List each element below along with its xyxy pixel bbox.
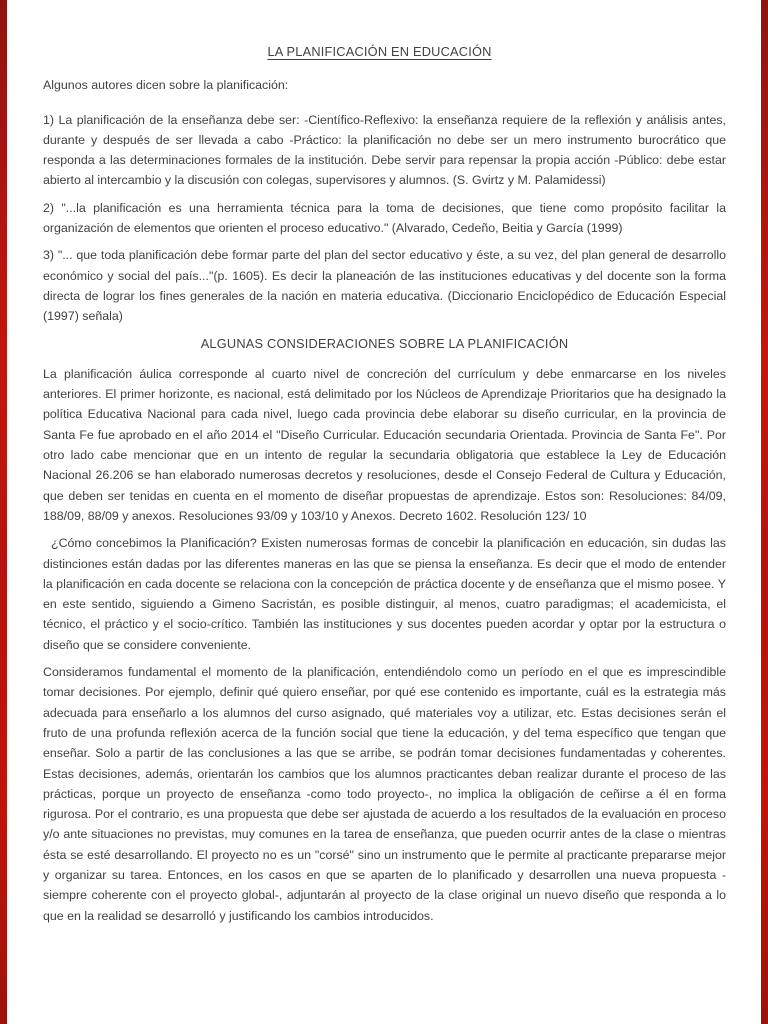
body-paragraph-3: Consideramos fundamental el momento de la planificación, entendiéndolo como un período en el que es imprescindible tomar decisiones. Por ejemplo, definir qué quiero enseñar, por qué ese contenido es importante, cuál es la estrategia más adecuada para enseñarlo a los alumnos del curso asignado, qué materiales voy a utilizar, etc. Estas decisiones serán el fruto de una profunda reflexión acerca de la función social que tiene la educación, y del tema específico que tengan que enseñar. Solo a partir de las conclusiones a las que se arribe, se podrán tomar decisiones fundamentadas y coherentes. Estas decisiones, además, orientarán los cambios que los alumnos practicantes deban realizar durante el proceso de las prácticas, porque un proyecto de enseñanza -como todo proyecto-, no implica la obligación de ceñirse a él en forma rigurosa. Por el contrario, es una propuesta que debe ser ajustada de acuerdo a los resultados de la evaluación en proceso y/o ante situaciones no previstas, muy comunes en la tarea de enseñanza, que pueden ocurrir antes de la clase o mientras ésta se esté desarrollando. El proyecto no es un "corsé" sino un instrumento que le permite al practicante prepararse mejor y organizar su tarea. Entonces, en los casos en que se aparten de lo planificado y desarrollen una nueva propuesta -siempre coherente con el proyecto global-, adjuntarán al proyecto de la clase original un nuevo diseño que responda a lo que en la realidad se desarrolló y justificando los cambios introducidos.: [43, 665, 726, 923]
right-page-edge: [761, 0, 768, 1024]
intro-line: Algunos autores dicen sobre la planificación:: [43, 78, 289, 93]
body-paragraph-1: La planificación áulica corresponde al cuarto nivel de concreción del currículum y debe enmarcarse en los niveles anteriores. El primer horizonte, es nacional, está delimitado por los Núcleos de Aprendizaje Prioritarios que ha designado la política Educativa Nacional para cada nivel, luego cada provincia debe elaborar su diseño curricular, en la provincia de Santa Fe fue aprobado en el año 2014 el "Diseño Curricular. Educación secundaria Orientada. Provincia de Santa Fe". Por otro lado cabe mencionar que en un intento de regular la secundaria obligatoria que establece la Ley de Educación Nacional 26.206 se han elaborado numerosas decretos y resoluciones, desde el Consejo Federal de Cultura y Educación, que deben ser tenidas en cuenta en el momento de diseñar propuestas de aprendizaje. Estos son: Resoluciones: 84/09, 188/09, 88/09 y anexos. Resoluciones 93/09 y 103/10 y Anexos. Decreto 1602. Resolución 123/ 10: [43, 366, 726, 523]
section-heading: ALGUNAS CONSIDERACIONES SOBRE LA PLANIFICACIÓN: [200, 335, 569, 351]
document-title: [43, 42, 726, 62]
quote-paragraph-1: 1) La planificación de la enseñanza debe ser: -Científico-Reflexivo: la enseñanza requiere de la reflexión y análisis antes, durante y después de ser llevada a cabo -Práctico: la planificación no debe ser un mero instrumento burocrático que responda a las determinaciones formales de la institución. Debe servir para repensar la propia acción -Público: debe estar abierto al intercambio y la discusión con colegas, supervisores y alumnos. (S. Gvirtz y M. Palamidessi): [43, 112, 726, 188]
quote-paragraph-3: 3) "... que toda planificación debe formar parte del plan del sector educativo y éste, a su vez, del plan general de desarrollo económico y social del país..."(p. 1605). Es decir la planeación de las instituciones educativas y del docente son la forma directa de lograr los fines generales de la nación en materia educativa. (Diccionario Enciclopédico de Educación Especial (1997) señala): [43, 248, 726, 324]
document-title-text: LA PLANIFICACIÓN EN EDUCACIÓN: [267, 44, 492, 59]
document-content: [43, 42, 726, 933]
left-page-edge: [0, 0, 7, 1024]
quote-paragraph-2: 2) "...la planificación es una herramienta técnica para la toma de decisiones, que tiene como propósito facilitar la organización de elementos que orienten el proceso educativo." (Alvarado, Cedeño, Beitia y García (1999): [43, 200, 726, 236]
body-paragraph-2: ¿Cómo concebimos la Planificación? Existen numerosas formas de concebir la planificación en educación, sin dudas las distinciones están dadas por las diferentes maneras en las que se piensa la enseñanza. Es decir que el modo de entender la planificación en cada docente se relaciona con la concepción de práctica docente y de enseñanza que el mismo posee. Y en este sentido, siguiendo a Gimeno Sacristán, es posible distinguir, al menos, cuatro paradigmas; el academicista, el técnico, el práctico y el socio-crítico. También las instituciones y sus docentes pueden acordar y optar por la estructura o diseño que se considere conveniente.: [43, 536, 726, 652]
